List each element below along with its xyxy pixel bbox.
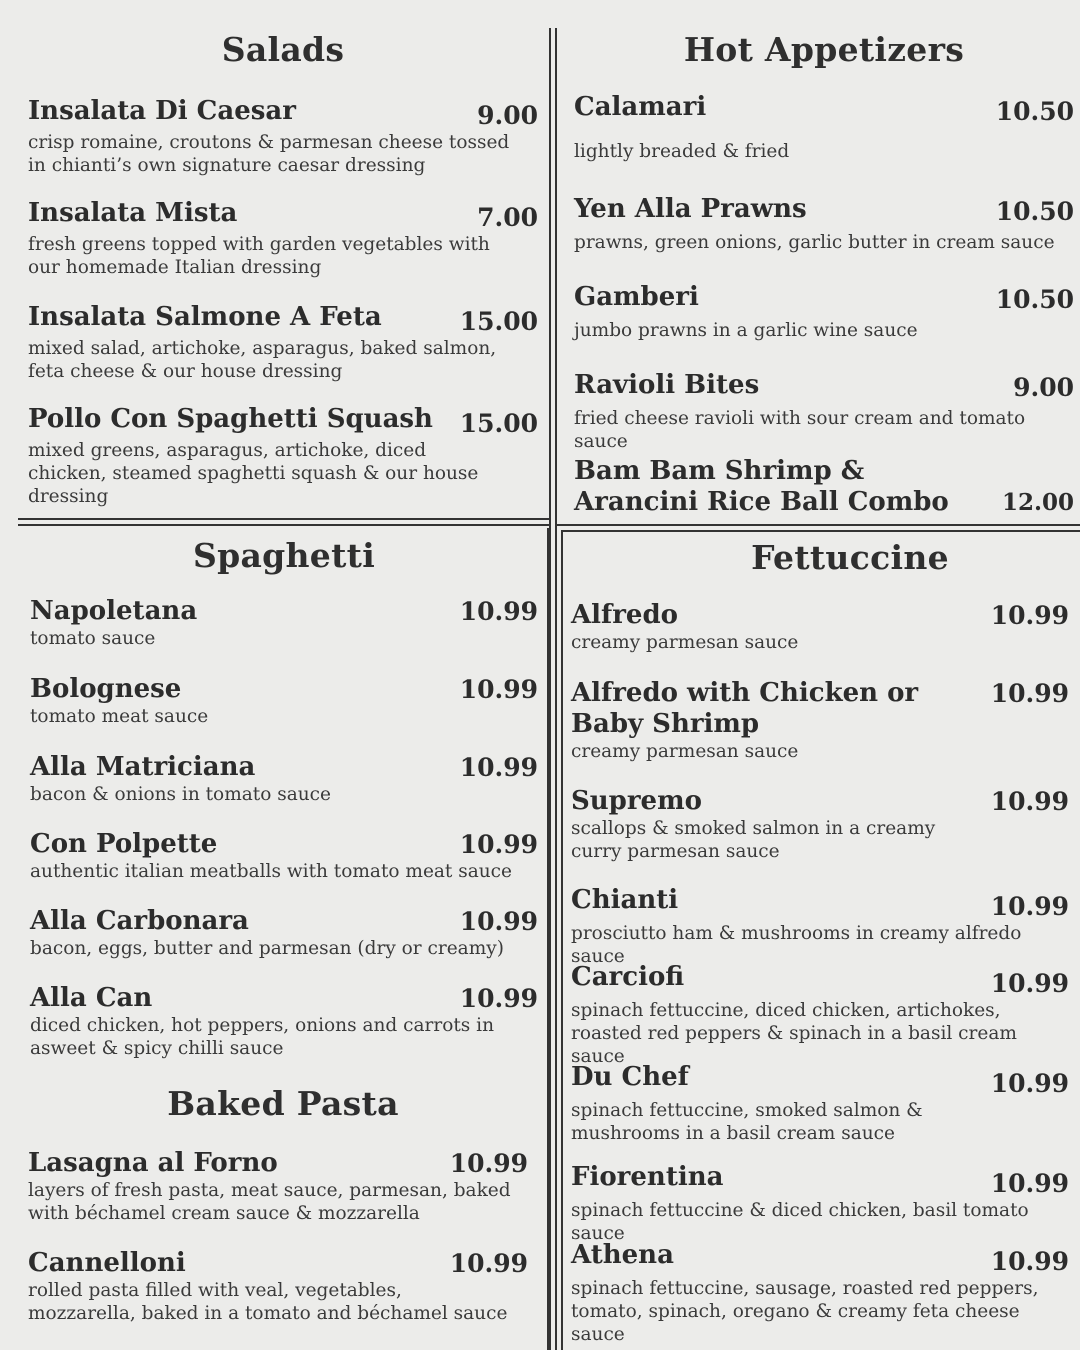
item-name: Fiorentina (571, 1162, 724, 1192)
item-price: 10.50 (995, 97, 1074, 126)
horizontal-divider-bottom-left (18, 524, 549, 526)
item-price: 10.99 (990, 969, 1069, 998)
item-price: 10.99 (459, 675, 538, 704)
item-description: mixed salad, artichoke, asparagus, baked salmon, feta cheese & our house dressing (28, 338, 497, 382)
menu-item (28, 1248, 538, 1325)
menu-item (571, 885, 1069, 968)
menu-item (30, 906, 538, 960)
item-price: 10.99 (990, 679, 1069, 708)
hot-appetizers-title: Hot Appetizers (683, 30, 965, 69)
item-name: Ravioli Bites (574, 370, 760, 400)
menu-item (571, 786, 1069, 863)
item-description: mixed greens, asparagus, artichoke, diced chicken, steamed spaghetti squash & our house dressing (28, 440, 479, 507)
item-price: 15.00 (459, 307, 538, 336)
spaghetti-title: Spaghetti (192, 536, 376, 575)
item-name: Insalata Salmone A Feta (28, 302, 382, 332)
item-price: 10.99 (990, 601, 1069, 630)
item-name: Alla Matriciana (30, 752, 256, 782)
fettuccine-section (571, 538, 1069, 1345)
item-description: spinach fettuccine, smoked salmon & mushrooms in a basil cream sauce (571, 1100, 923, 1144)
menu-item (571, 1162, 1069, 1245)
item-name: Cannelloni (28, 1248, 186, 1278)
menu-item (28, 96, 538, 177)
item-price: 10.99 (459, 907, 538, 936)
item-description: rolled pasta filled with veal, vegetables, mozzarella, baked in a tomato and béchamel sauce (28, 1280, 508, 1324)
item-description: tomato sauce (30, 628, 156, 649)
vertical-divider-left (549, 28, 551, 1350)
menu-item (571, 1240, 1069, 1346)
item-price: 10.99 (459, 597, 538, 626)
item-description: crisp romaine, croutons & parmesan cheese tossed in chianti’s own signature caesar dressing (28, 132, 510, 176)
horizontal-divider-top-right (557, 524, 1080, 526)
item-name: Gamberi (574, 282, 699, 312)
item-name: Bam Bam Shrimp & Arancini Rice Ball Combo (574, 456, 949, 517)
menu-item (574, 456, 1074, 518)
salads-title: Salads (221, 30, 345, 69)
item-description: jumbo prawns in a garlic wine sauce (574, 320, 918, 341)
item-price: 7.00 (477, 203, 538, 232)
item-price: 12.00 (1001, 489, 1074, 516)
menu-item (571, 962, 1069, 1068)
item-description: fried cheese ravioli with sour cream and tomato sauce (574, 408, 1026, 452)
item-name: Alfredo (571, 600, 678, 630)
vertical-divider-inner-right (561, 532, 563, 1350)
menu-item (30, 829, 538, 883)
item-name: Alla Can (30, 983, 153, 1013)
item-price: 10.99 (990, 1169, 1069, 1198)
item-description: creamy parmesan sauce (571, 632, 799, 653)
item-description: fresh greens topped with garden vegetables with our homemade Italian dressing (28, 234, 490, 278)
menu-item (28, 198, 538, 279)
item-price: 10.99 (990, 892, 1069, 921)
menu-item (571, 1062, 1069, 1145)
menu-item (574, 92, 1074, 163)
item-price: 10.99 (459, 984, 538, 1013)
item-price: 9.00 (477, 101, 538, 130)
item-name: Supremo (571, 786, 702, 816)
item-price: 10.50 (995, 285, 1074, 314)
menu-item (30, 596, 538, 650)
menu-item (30, 983, 538, 1060)
baked-pasta-title: Baked Pasta (167, 1084, 399, 1123)
item-description: bacon, eggs, butter and parmesan (dry or creamy) (30, 938, 504, 959)
item-name: Insalata Di Caesar (28, 96, 296, 126)
item-name: Alfredo with Chicken or Baby Shrimp (571, 678, 919, 739)
item-name: Lasagna al Forno (28, 1148, 278, 1178)
item-description: spinach fettuccine, sausage, roasted red peppers, tomato, spinach, oregano & creamy feta cheese sauce (571, 1278, 1039, 1345)
item-description: prosciutto ham & mushrooms in creamy alfredo sauce (571, 923, 1022, 967)
item-price: 15.00 (459, 409, 538, 438)
item-price: 10.99 (459, 753, 538, 782)
hot-appetizers-section (574, 30, 1074, 520)
horizontal-divider-top-left (18, 518, 549, 520)
item-name: Calamari (574, 92, 707, 122)
item-name: Yen Alla Prawns (574, 194, 807, 224)
item-name: Du Chef (571, 1062, 689, 1092)
item-description: lightly breaded & fried (574, 141, 790, 162)
item-name: Athena (571, 1240, 674, 1270)
menu-item (571, 678, 1069, 763)
item-name: Insalata Mista (28, 198, 238, 228)
menu-item (574, 370, 1074, 453)
spaghetti-section (30, 536, 538, 1076)
menu-item (30, 674, 538, 728)
menu-item (28, 302, 538, 383)
menu-item (30, 752, 538, 806)
vertical-divider-right (555, 28, 557, 1350)
item-price: 10.50 (995, 197, 1074, 226)
item-name: Chianti (571, 885, 679, 915)
item-description: creamy parmesan sauce (571, 741, 799, 762)
item-price: 10.99 (990, 1069, 1069, 1098)
menu-item (571, 600, 1069, 654)
fettuccine-title: Fettuccine (751, 538, 949, 577)
item-name: Alla Carbonara (30, 906, 249, 936)
menu-item (574, 282, 1074, 342)
item-description: bacon & onions in tomato sauce (30, 784, 331, 805)
item-description: tomato meat sauce (30, 706, 209, 727)
item-description: diced chicken, hot peppers, onions and carrots in asweet & spicy chilli sauce (30, 1015, 494, 1059)
item-description: spinach fettuccine, diced chicken, artichokes, roasted red peppers & spinach in a basil cream sauce (571, 1000, 1017, 1067)
vertical-divider-inner-left (547, 528, 549, 1350)
item-price: 10.99 (990, 1247, 1069, 1276)
item-description: scallops & smoked salmon in a creamy curry parmesan sauce (571, 818, 936, 862)
item-name: Bolognese (30, 674, 182, 704)
menu-item (28, 1148, 538, 1225)
baked-pasta-section (28, 1084, 538, 1344)
item-description: authentic italian meatballs with tomato meat sauce (30, 861, 512, 882)
item-name: Pollo Con Spaghetti Squash (28, 404, 433, 434)
item-price: 9.00 (1013, 373, 1074, 402)
item-name: Carciofi (571, 962, 685, 992)
item-description: layers of fresh pasta, meat sauce, parmesan, baked with béchamel cream sauce & mozzarella (28, 1180, 511, 1224)
menu-item (574, 194, 1074, 254)
item-price: 10.99 (449, 1249, 528, 1278)
horizontal-divider-bottom-right (561, 530, 1080, 532)
item-price: 10.99 (459, 830, 538, 859)
salads-section (28, 30, 538, 510)
item-name: Napoletana (30, 596, 198, 626)
item-price: 10.99 (449, 1149, 528, 1178)
item-name: Con Polpette (30, 829, 218, 859)
menu-item (28, 404, 538, 508)
item-description: spinach fettuccine & diced chicken, basil tomato sauce (571, 1200, 1029, 1244)
item-description: prawns, green onions, garlic butter in cream sauce (574, 232, 1055, 253)
item-price: 10.99 (990, 787, 1069, 816)
